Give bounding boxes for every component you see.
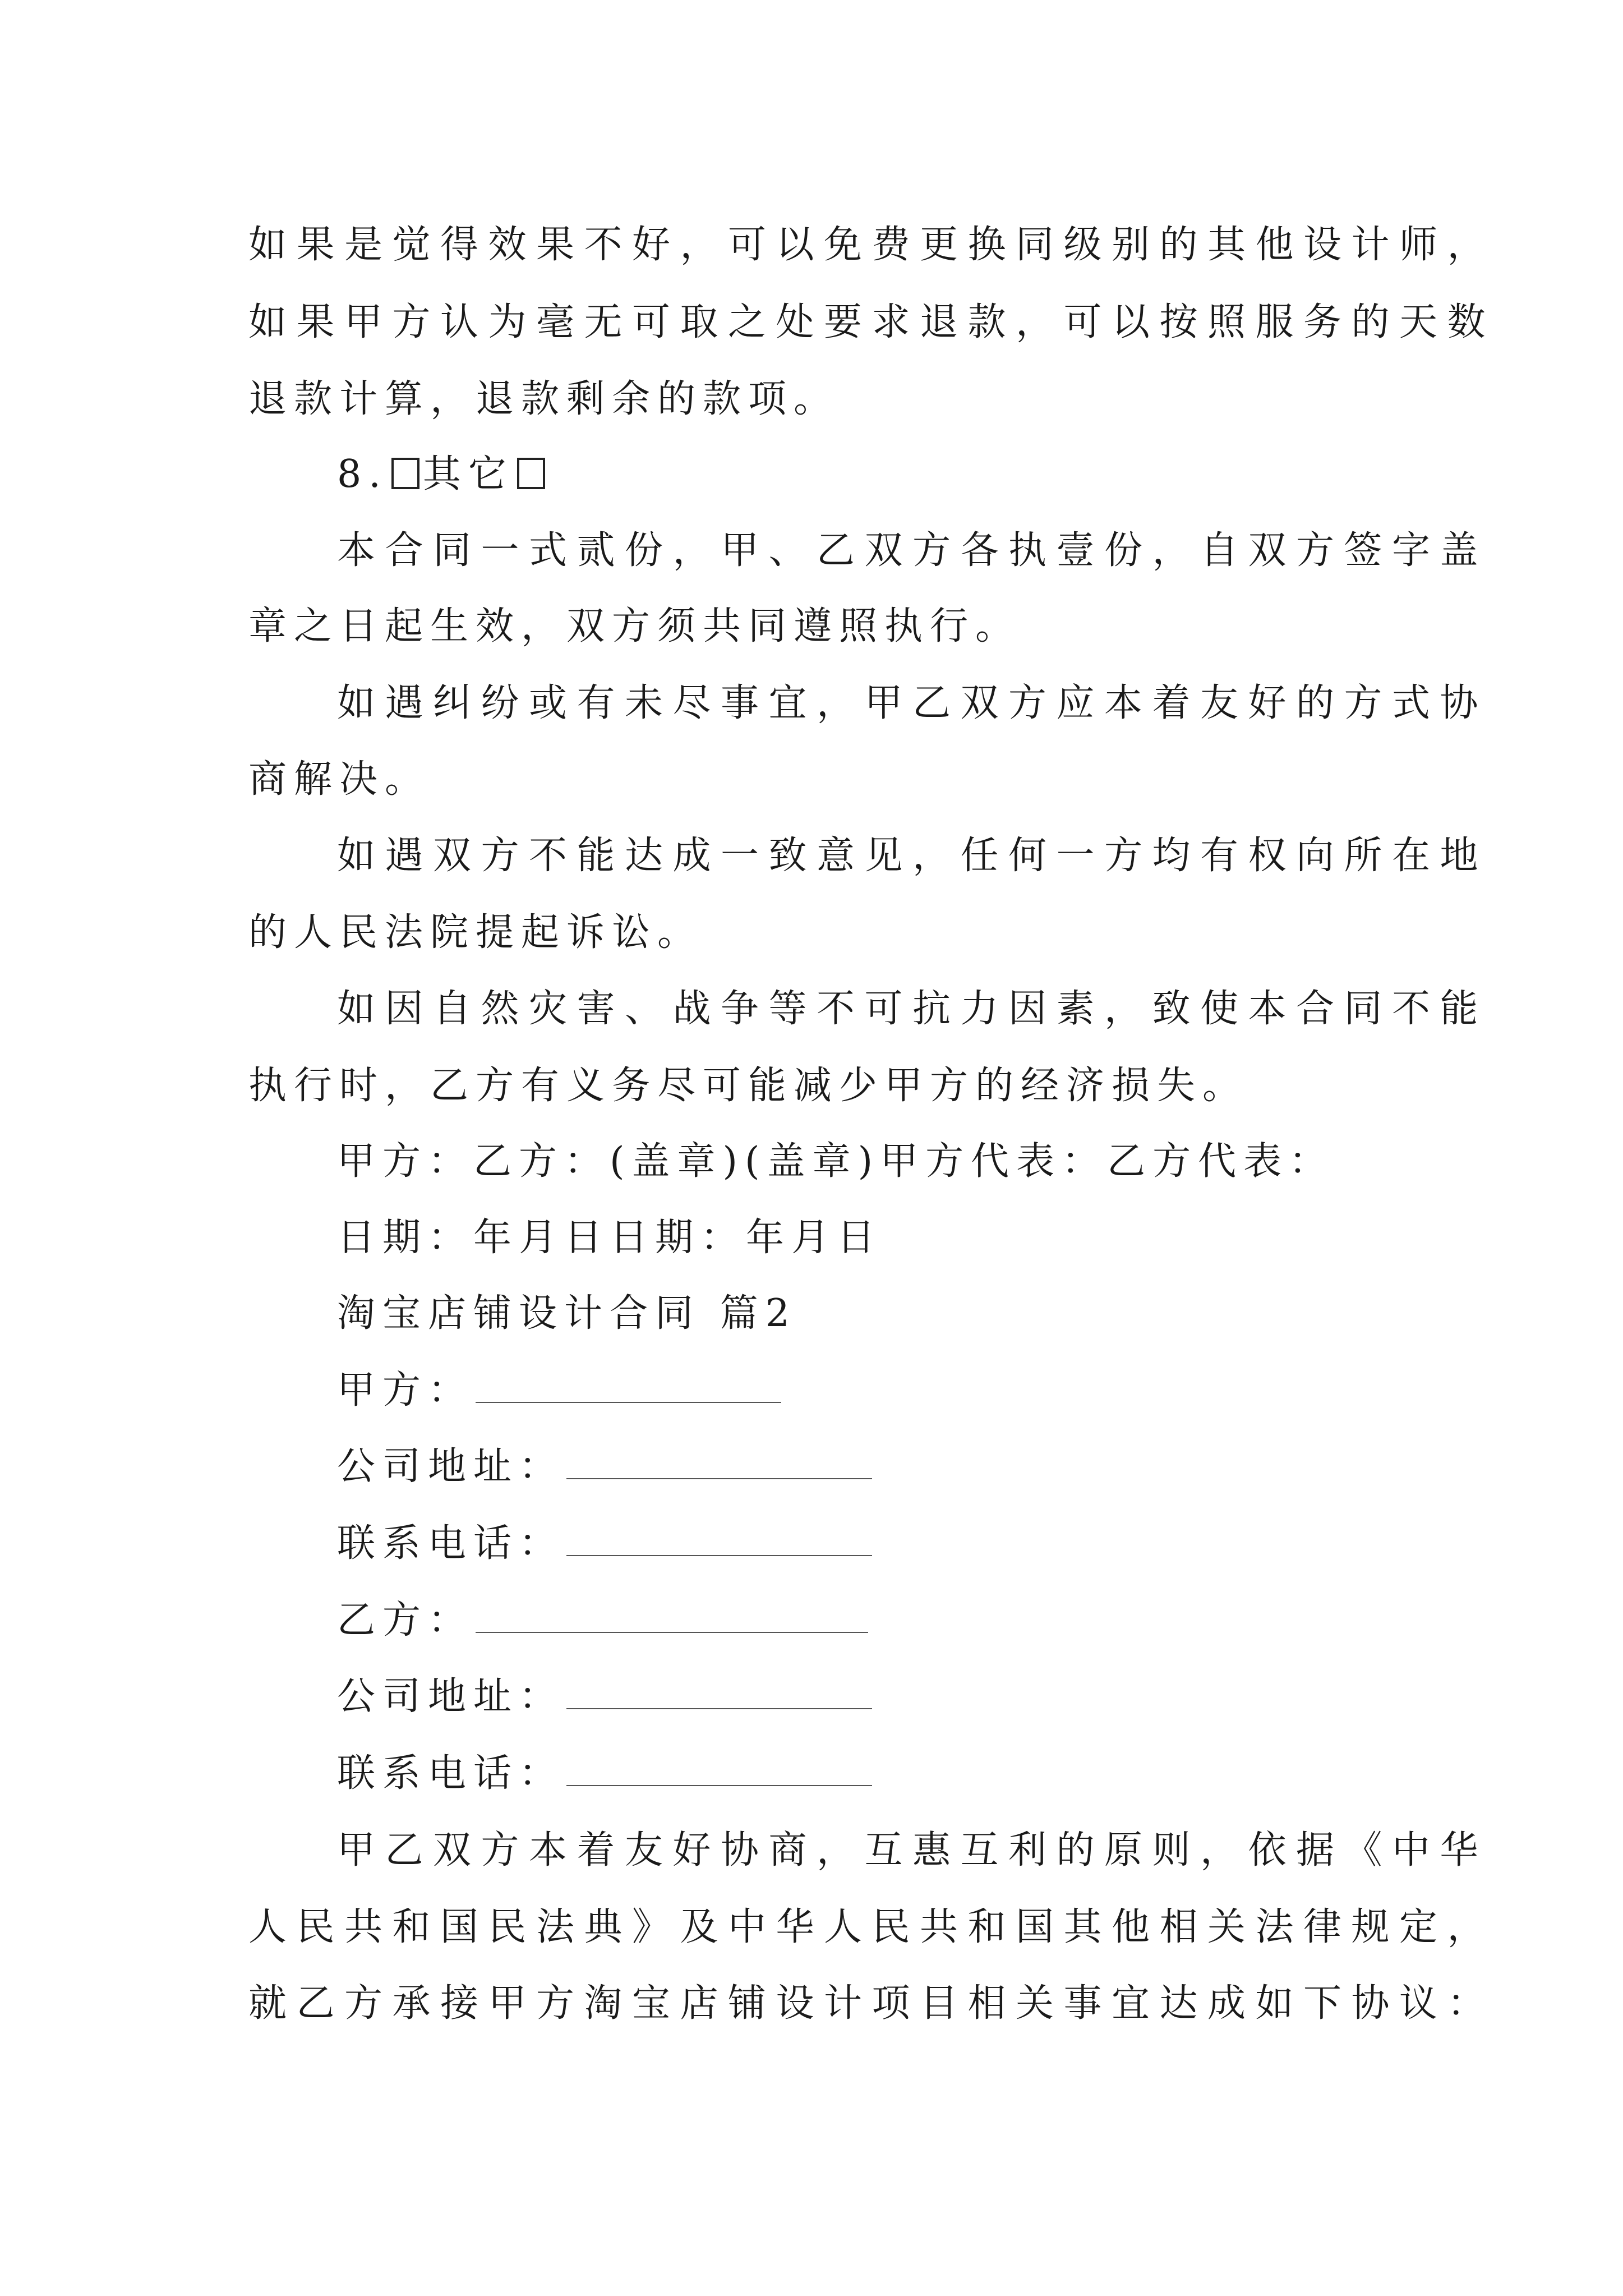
- party-a-label: 甲方：: [337, 1368, 474, 1412]
- party-a-field[interactable]: [476, 1397, 781, 1403]
- party-a-address-row: [337, 1444, 872, 1489]
- party-b-phone-field[interactable]: [566, 1780, 872, 1786]
- paragraph-6-line-2: 人民共和国民法典》及中华人民共和国其他相关法律规定，: [248, 1905, 1496, 1949]
- paragraph-1-line-1: 如果是觉得效果不好，可以免费更换同级别的其他设计师，: [248, 223, 1496, 267]
- paragraph-5-line-1: 如因自然灾害、战争等不可抗力因素，致使本合同不能: [337, 987, 1488, 1031]
- paragraph-2-line-1: 本合同一式贰份，甲、乙双方各执壹份，自双方签字盖: [337, 528, 1488, 573]
- party-b-label: 乙方：: [337, 1598, 474, 1642]
- signature-line: 甲方：乙方：(盖章)(盖章)甲方代表：乙方代表：: [337, 1139, 1335, 1184]
- party-a-phone-row: [337, 1521, 872, 1566]
- date-line: 日期：年月日日期：年月日: [337, 1216, 883, 1260]
- paragraph-3-line-2: 商解决。: [248, 757, 431, 802]
- paragraph-4-line-2: 的人民法院提起诉讼。: [248, 910, 703, 955]
- party-b-address-label: 公司地址：: [337, 1674, 565, 1719]
- party-a-row: [337, 1368, 781, 1412]
- paragraph-4-line-1: 如遇双方不能达成一致意见，任何一方均有权向所在地: [337, 834, 1488, 878]
- party-b-row: [337, 1598, 868, 1642]
- party-b-phone-label: 联系电话：: [337, 1751, 565, 1796]
- party-a-address-field[interactable]: [566, 1474, 872, 1479]
- party-b-phone-row: [337, 1751, 872, 1796]
- section-8-number: 8.: [337, 452, 388, 496]
- paragraph-1-line-2: 如果甲方认为毫无可取之处要求退款，可以按照服务的天数: [248, 300, 1496, 344]
- party-b-field[interactable]: [476, 1627, 868, 1633]
- party-a-phone-field[interactable]: [566, 1550, 872, 1556]
- checkbox-icon: [517, 458, 545, 489]
- paragraph-6-line-1: 甲乙双方本着友好协商，互惠互利的原则，依据《中华: [337, 1828, 1488, 1872]
- section-8-heading: [337, 452, 548, 496]
- party-a-address-label: 公司地址：: [337, 1444, 565, 1489]
- paragraph-1-line-3: 退款计算，退款剩余的款项。: [248, 377, 840, 421]
- party-b-address-field[interactable]: [566, 1704, 872, 1709]
- section-8-title: 其它: [422, 452, 514, 496]
- party-a-phone-label: 联系电话：: [337, 1521, 565, 1566]
- party-b-address-row: [337, 1674, 872, 1719]
- paragraph-3-line-1: 如遇纠纷或有未尽事宜，甲乙双方应本着友好的方式协: [337, 681, 1488, 725]
- paragraph-6-line-3: 就乙方承接甲方淘宝店铺设计项目相关事宜达成如下协议：: [248, 1981, 1496, 2026]
- checkbox-icon: [391, 458, 419, 489]
- paragraph-2-line-2: 章之日起生效，双方须共同遵照执行。: [248, 604, 1021, 648]
- paragraph-5-line-2: 执行时，乙方有义务尽可能减少甲方的经济损失。: [248, 1064, 1248, 1108]
- contract-2-title: 淘宝店铺设计合同 篇2: [337, 1291, 797, 1336]
